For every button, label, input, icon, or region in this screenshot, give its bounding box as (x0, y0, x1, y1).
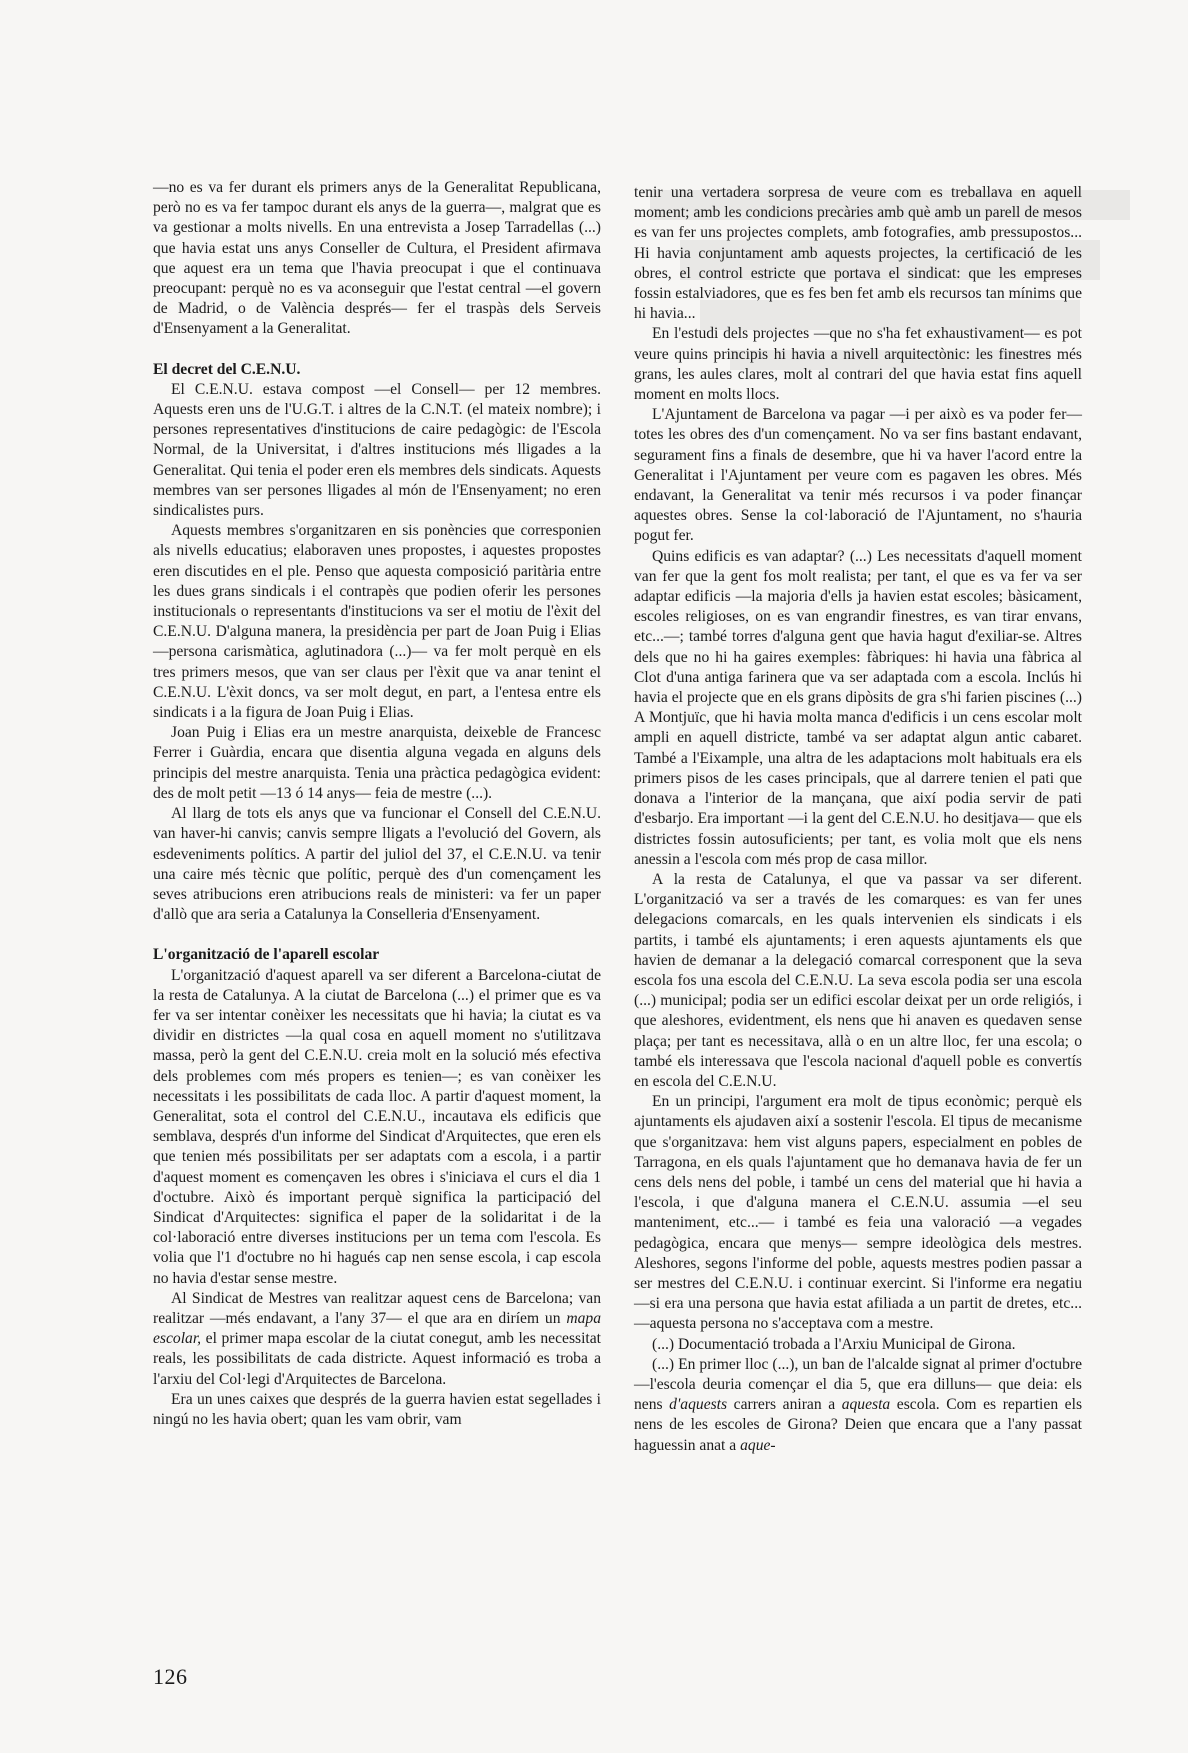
left-column (153, 178, 601, 1430)
emphasis-aquesta: aquesta (841, 1396, 891, 1414)
emphasis-mapa-escolar: mapa escolar, (153, 1309, 601, 1348)
paragraph: —no es va fer durant els primers anys de la Generalitat Republicana, però no es va fer tampoc durant els anys de la guerra—, malgrat que es va gestionar a molts nivells. En una entrevista a Josep Tarradellas (...) que havia estat uns anys Conseller de Cultura, el President afirmava que aquest era un tema que l'havia preocupat i que el continuava preocupant: perquè no es va aconseguir que l'estat central —el govern de Madrid, o de València després— fer el traspàs dels Serveis d'Ensenyament a la Generalitat. (153, 179, 601, 338)
text-run: escola. Com es repartien els nens de les escoles de Girona? Deien que encara que a l'any passat haguessin anat a (634, 1396, 1083, 1454)
paragraph: L'Ajuntament de Barcelona va pagar —i per això es va poder fer— totes les obres des d'un començament. No va ser fins bastant endavant, segurament fins a finals de desembre, que hi va haver l'acord entre la Generalitat i l'Ajuntament per veure com es pagaven les obres. Més endavant, la Generalitat va tenir més recursos i va poder finançar aquestes obres. Sense la col·laboració de l'Ajuntament, no s'hauria pogut fer. (634, 406, 1082, 545)
paragraph: (...) Documentació trobada a l'Arxiu Municipal de Girona. (652, 1335, 1016, 1353)
paragraph: L'organització d'aquest aparell va ser diferent a Barcelona-ciutat de la resta de Catalunya. A la ciutat de Barcelona (...) el primer que es va fer va ser intentar conèixer les necessitats que hi havia; la ciutat es va dividir en districtes —la qual cosa en aquell moment no s'utilitzava massa, però la gent del C.E.N.U. creia molt en la solució més efectiva dels problemes com més propers es tenien—; es van conèixer les necessitats i les possibilitats de cada lloc. A partir d'aquest moment, la Generalitat, sota el control del C.E.N.U., incautava els edificis que semblava, després d'un informe del Sindicat d'Arquitectes, que eren els que tenien més possibilitats per ser adaptats com a escola, i a partir d'aquest moment es començaven les obres i s'iniciava el curs el dia 1 d'octubre. Això és important perquè significa la participació del Sindicat d'Arquitectes: significa el paper de la solidaritat i de la col·laboració entre diverses institucions per un tema com l'escola. Es volia que l'1 d'octubre no hi hagués cap nen sense escola, i cap escola no havia d'estar sense mestre. (153, 966, 601, 1287)
paragraph: Quins edificis es van adaptar? (...) Les necessitats d'aquell moment van fer que la gent fos molt realista; per tant, el que es va fer va ser adaptar edificis —la majoria d'ells ja havien estat escoles; bàsicament, escoles religioses, on es van engrandir finestres, es van tirar envans, etc...—; també torres d'alguna gent que havia hagut d'exiliar-se. Altres dels que no hi ha gaires exemples: fàbriques: hi havia una fàbrica al Clot d'una antiga farinera que va ser adaptada com a escola. Inclús hi havia el projecte que en els grans dipòsits de gra s'hi farien piscines (...) A Montjuïc, que hi havia molta manca d'edificis i un cens escolar molt ampli en aquell districte, també va ser adaptat algun antic cabaret. També a l'Eixample, una altra de les adaptacions molt habituals era els primers pisos de les cases principals, que al darrere tenien el pati que donava a l'interior de la mançana, que així podia servir de pati d'esbarjo. Era important —i la gent del C.E.N.U. ho desitjava— que els districtes fossin autosuficients; per tant, es volia molt que els nens anessin a l'escola com més prop de casa millor. (634, 547, 1082, 868)
paragraph: En l'estudi dels projectes —que no s'ha fet exhaustivament— es pot veure quins principis hi havia a nivell arquitectònic: les finestres més grans, les aules clares, molt al contrari del que havia estat fins aquell moment en molts llocs. (634, 325, 1082, 404)
page-number: 126 (153, 1664, 188, 1689)
right-column (634, 183, 1082, 1456)
section-heading-decret: El decret del C.E.N.U. (153, 360, 301, 378)
paragraph: Al llarg de tots els anys que va funcionar el Consell del C.E.N.U. van haver-hi canvis; canvis sempre lligats a l'evolució del Govern, als esdeveniments polítics. A partir del juliol del 37, el C.E.N.U. va tenir una caire més tècnic que polític, perquè des d'un començament les seves atribucions eren atribucions reals de ministeri: va fer un paper d'allò que ara seria a Catalunya la Conselleria d'Ensenyament. (153, 805, 601, 924)
paragraph: Aquests membres s'organitzaren en sis ponències que corresponien als nivells educatius; elaboraven unes propostes, i aquestes propostes eren discutides en el ple. Penso que aquesta composició paritària entre les dues grans sindicals i el contrapès que podien oferir les persones institucionals o representants d'institucions va ser el motiu de l'èxit del C.E.N.U. D'alguna manera, la presidència per part de Joan Puig i Elias —persona carismàtica, aglutinadora (...)— va fer molt perquè en els tres primers mesos, que van ser claus per l'èxit que va anar tenint el C.E.N.U. L'èxit doncs, va ser molt degut, en part, a l'entesa entre els sindicats i a la figura de Joan Puig i Elias. (153, 522, 601, 722)
paragraph (634, 1355, 1082, 1456)
paragraph: El C.E.N.U. estava compost —el Consell— per 12 membres. Aquests eren uns de l'U.G.T. i altres de la C.N.T. (el mateix nombre); i persones representatives d'institucions de caire pedagògic: de l'Escola Normal, de la Universitat, i d'altres institucions més lligades a la Generalitat. Qui tenia el poder eren els membres dels sindicats. Aquests membres van ser persones lligades al món de l'Ensenyament; no eren sindicalistes purs. (153, 380, 601, 520)
section-heading-organitzacio: L'organització de l'aparell escolar (153, 946, 380, 964)
emphasis-aquests: d'aquests (669, 1396, 728, 1414)
paragraph: tenir una vertadera sorpresa de veure com es treballava en aquell moment; amb les condicions precàries amb què amb un parell de mesos es van fer uns projectes complets, amb fotografies, amb pressupostos... Hi havia conjuntament amb aquests projectes, la certificació de les obres, el control estricte que portava el sindicat: que les empreses fossin estalviadores, que es fes ben fet amb els recursos tan mínims que hi havia... (634, 184, 1082, 323)
paragraph: Era un unes caixes que després de la guerra havien estat segellades i ningú no les havia obert; quan les vam obrir, vam (153, 1390, 601, 1428)
paragraph: Joan Puig i Elias era un mestre anarquista, deixeble de Francesc Ferrer i Guàrdia, encara que disentia alguna vegada en alguns dels principis del mestre anarquista. Tenia una pràctica pedagògica evident: des de molt petit —13 ó 14 anys— feia de mestre (...). (153, 724, 601, 802)
text-run: carrers aniran a (727, 1396, 842, 1414)
text-run: el primer mapa escolar de la ciutat conegut, amb les necessitat reals, les possibilitats de cada districte. Aquest informació es troba a l'arxiu del Col·legi d'Arquitectes de Barcelona. (153, 1330, 601, 1388)
emphasis-aque: aque- (740, 1436, 776, 1454)
paragraph: En un principi, l'argument era molt de tipus econòmic; perquè els ajuntaments els ajudaven així a sostenir l'escola. El tipus de mecanisme que s'organitzava: hem vist alguns papers, especialment en pobles de Tarragona, en els quals l'ajuntament que ho demanava havia de fer un cens dels nens del poble, i també un cens del material que hi havia a l'escola, i que d'alguna manera el C.E.N.U. assumia —el seu manteniment, etc...— i també es feia una valoració —a vegades pedagògica, encara que menys— sempre ideològica dels mestres. Aleshores, segons l'informe del poble, aquests mestres podien passar a ser mestres del C.E.N.U. i continuar exercint. Si l'informe era negatiu —si era una persona que havia estat afiliada a un partit de dretes, etc... —aquesta persona no s'acceptava com a mestre. (634, 1093, 1082, 1333)
text-run: (...) En primer lloc (...), un ban de l'alcalde signat al primer d'octubre —l'escola deuria començar el dia 5, que era dilluns— que deia: els nens (634, 1355, 1082, 1414)
paragraph: A la resta de Catalunya, el que va passar va ser diferent. L'organització va ser a través de les comarques: es van fer unes delegacions comarcals, en les quals intervenien els sindicats i els partits, i també els ajuntaments; i eren aquests ajuntaments els que havien de demanar a la delegació comarcal corresponent que la seva escola fos una escola del C.E.N.U. La seva escola podia ser una escola (...) municipal; podia ser un edifici escolar deixat per un orde religiós, i que aleshores, evidentment, els nens que hi anaven es quedaven sense plaça; per tant es necessitava, allà o en un altre lloc, fer una escola; o també els interessava que l'escola nacional d'aquell poble es convertís en escola del C.E.N.U. (634, 870, 1082, 1090)
text-run: Al Sindicat de Mestres van realitzar aquest cens de Barcelona; van realitzar —més endavant, a l'any 37— el que ara en diríem un (153, 1289, 601, 1327)
paragraph (153, 1289, 601, 1390)
